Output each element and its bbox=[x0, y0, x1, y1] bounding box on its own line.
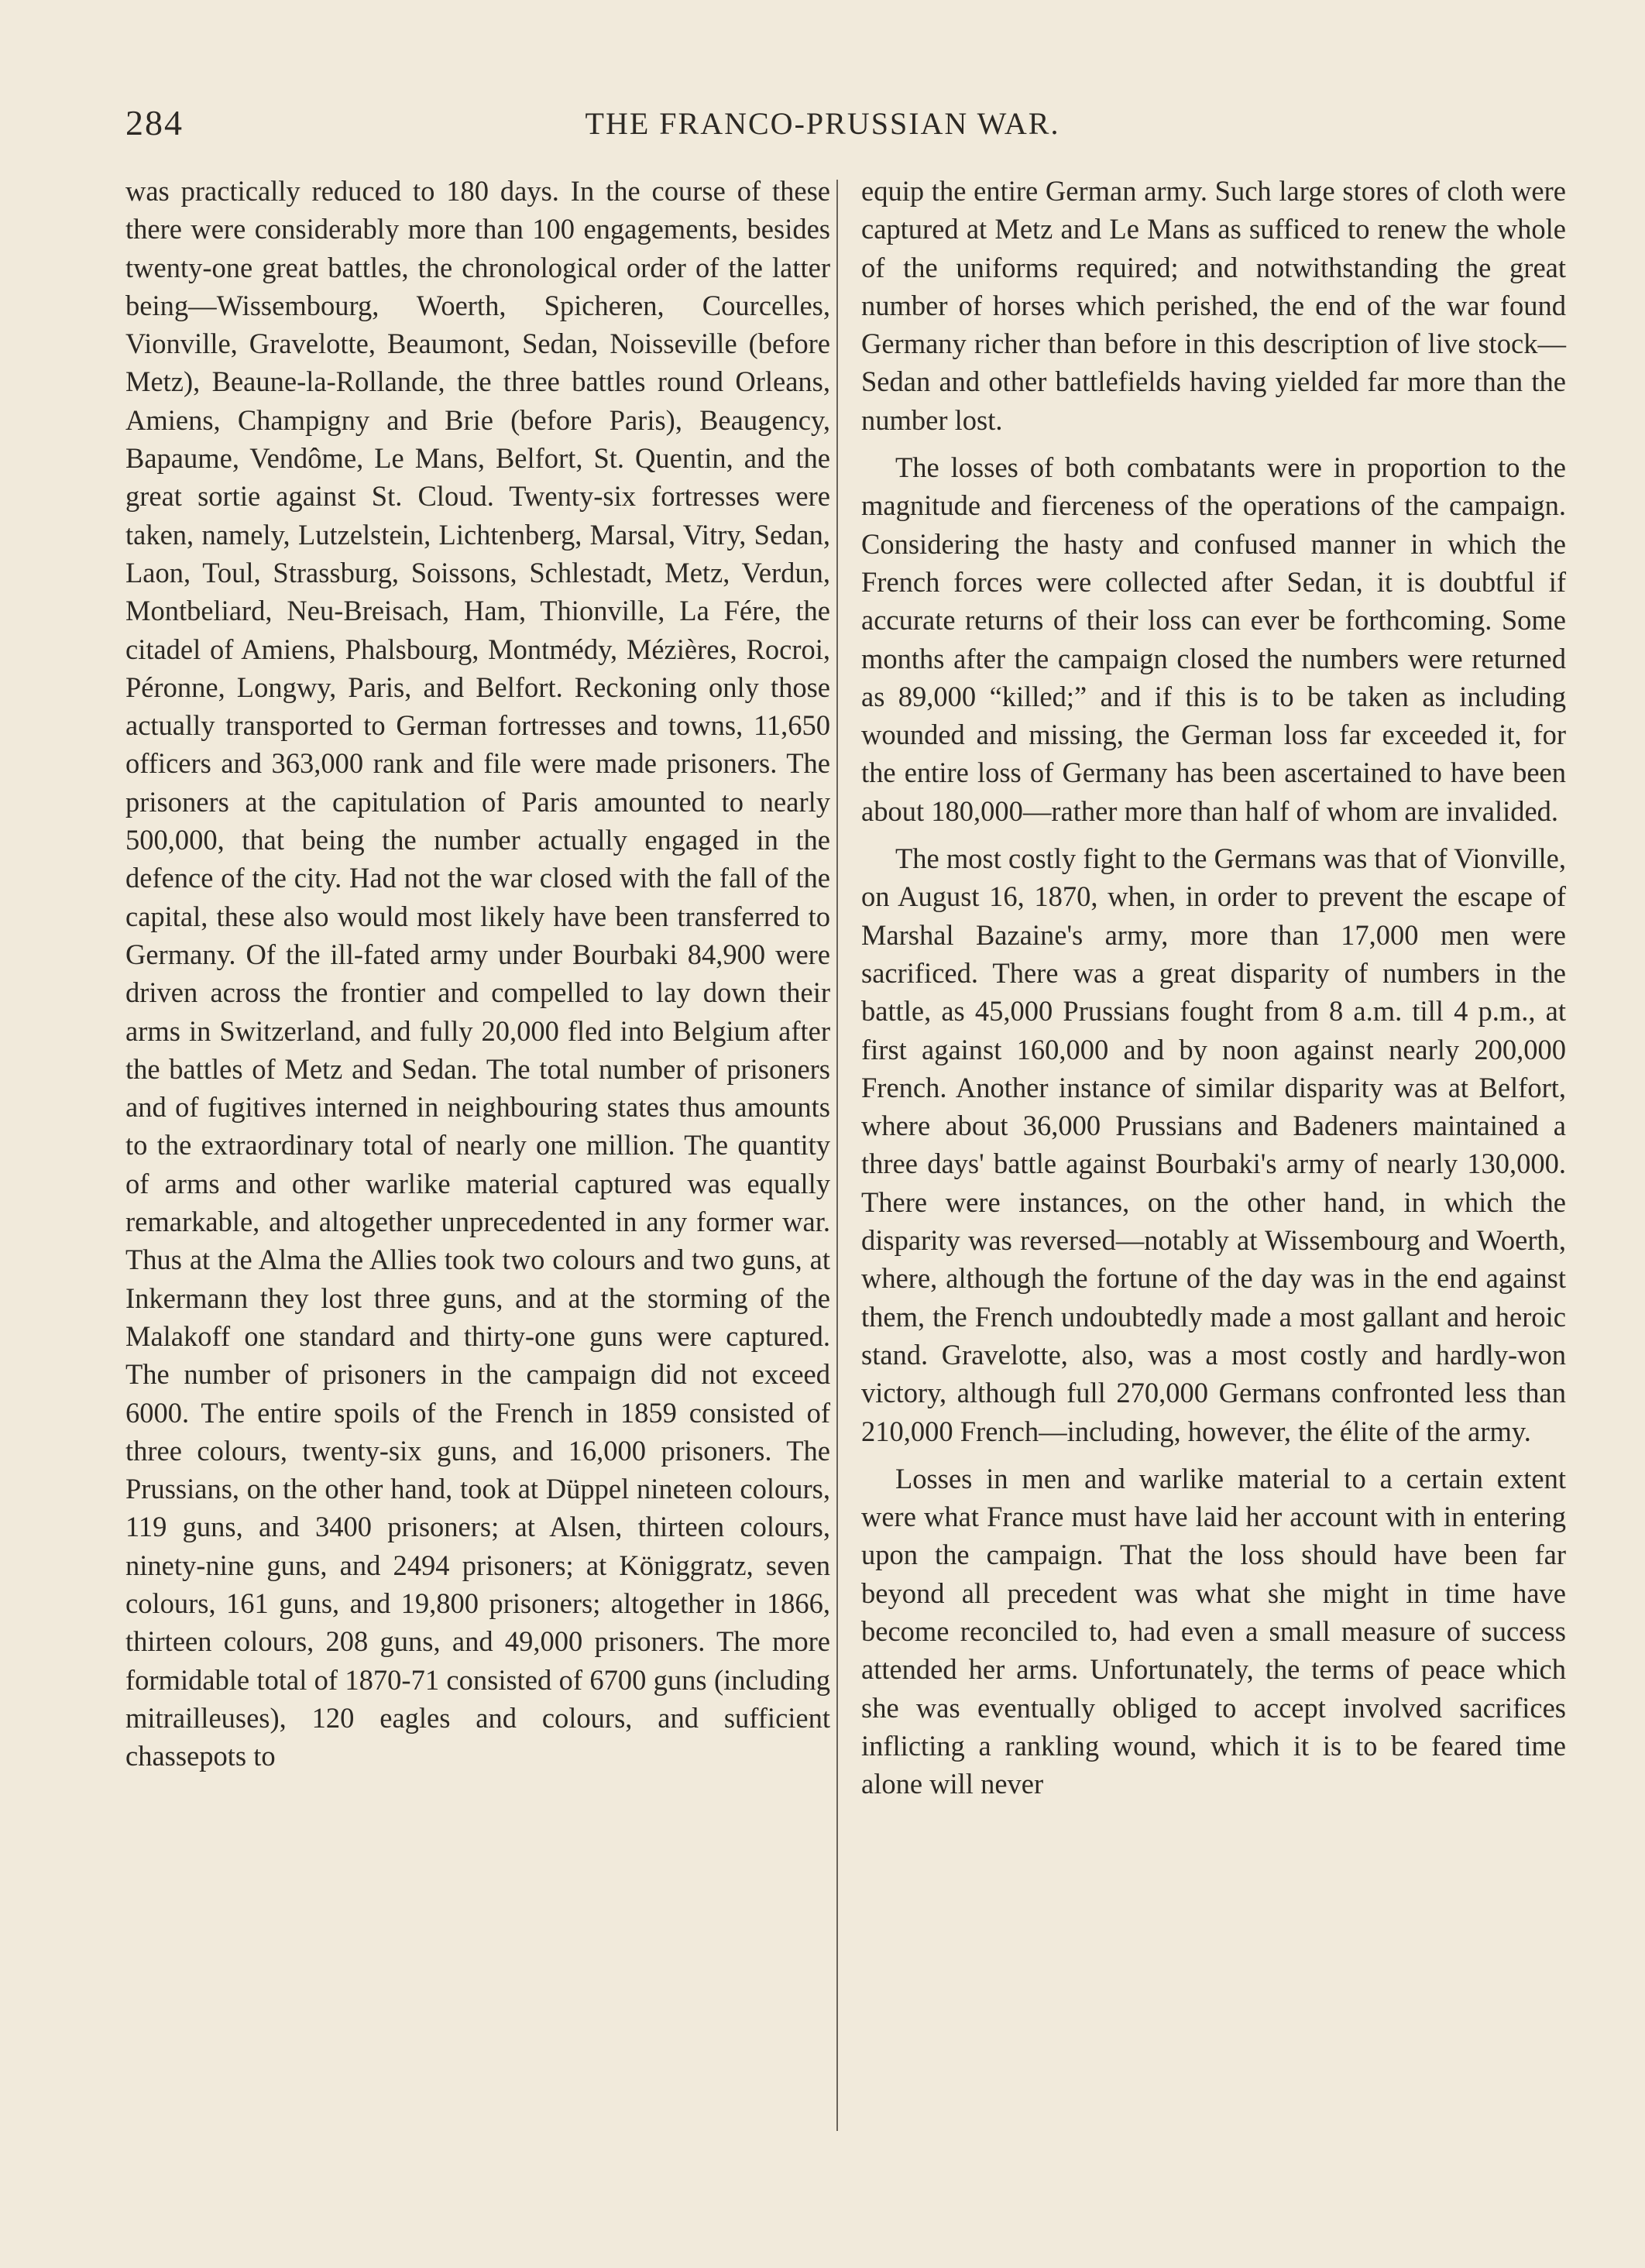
running-title: THE FRANCO-PRUSSIAN WAR. bbox=[585, 106, 1060, 141]
page-number: 284 bbox=[125, 103, 184, 142]
left-column bbox=[125, 172, 830, 1775]
right-column bbox=[861, 172, 1566, 1803]
paragraph: The most costly fight to the Germans was that of Vionville, on August 16, 1870, when, in order to prevent the escape of Marshal Bazaine's army, more than 17,000 men were sacrificed. There was a great disparity of numbers in the battle, as 45,000 Prussians fought from 8 a.m. till 4 p.m., at first against 160,000 and by noon against nearly 200,000 French. Another instance of similar disparity was at Belfort, where about 36,000 Prussians and Badeners maintained a three days' battle against Bourbaki's army of nearly 130,000. There were instances, on the other hand, in which the disparity was reversed—notably at Wissembourg and Woerth, where, although the fortune of the day was in the end against them, the French undoubtedly made a most gallant and heroic stand. Gravelotte, also, was a most costly and hardly-won victory, although full 270,000 Germans confronted less than 210,000 French—including, however, the élite of the army. bbox=[861, 842, 1566, 1447]
paragraph: The losses of both combatants were in proportion to the magnitude and fierceness of the operations of the campaign. Considering the hasty and confused manner in which the French forces were collected after Sedan, it is doubtful if accurate returns of their loss can ever be forthcoming. Some months after the campaign closed the numbers were returned as 89,000 “killed;” and if this is to be taken as including wounded and missing, the German loss far exceeded it, for the entire loss of Germany has been ascertained to have been about 180,000—rather more than half of whom are invalided. bbox=[861, 451, 1566, 827]
paragraph: was practically reduced to 180 days. In the course of these there were considerably more than 100 engagements, besides twenty-one great battles, the chronological order of the latter being—Wissembourg, Woerth, Spicheren, Courcelles, Vionville, Gravelotte, Beaumont, Sedan, Noisseville (before Metz), Beaune-la-Rollande, the three battles round Orleans, Amiens, Champigny and Brie (before Paris), Beaugency, Bapaume, Vendôme, Le Mans, Belfort, St. Quentin, and the great sortie against St. Cloud. Twenty-six fortresses were taken, namely, Lutzelstein, Lichtenberg, Marsal, Vitry, Sedan, Laon, Toul, Strassburg, Soissons, Schlestadt, Metz, Verdun, Montbeliard, Neu-Breisach, Ham, Thionville, La Fére, the citadel of Amiens, Phalsbourg, Montmédy, Mézières, Rocroi, Péronne, Longwy, Paris, and Belfort. Reckoning only those actually transported to German fortresses and towns, 11,650 officers and 363,000 rank and file were made prisoners. The prisoners at the capitulation of Paris amounted to nearly 500,000, that being the number actually engaged in the defence of the city. Had not the war closed with the fall of the capital, these also would most likely have been transferred to Germany. Of the ill-fated army under Bourbaki 84,900 were driven across the frontier and compelled to lay down their arms in Switzerland, and fully 20,000 fled into Belgium after the battles of Metz and Sedan. The total number of prisoners and of fugitives interned in neighbouring states thus amounts to the extraordinary total of nearly one million. The quantity of arms and other warlike material captured was equally remarkable, and altogether unprecedented in any former war. Thus at the Alma the Allies took two colours and two guns, at Inkermann they lost three guns, and at the storming of the Malakoff one standard and thirty-one guns were captured. The number of prisoners in the campaign did not exceed 6000. The entire spoils of the French in 1859 consisted of three colours, twenty-six guns, and 16,000 prisoners. The Prussians, on the other hand, took at Düppel nineteen colours, 119 guns, and 3400 prisoners; at Alsen, thirteen colours, ninety-nine guns, and 2494 prisoners; at Königgratz, seven colours, 161 guns, and 19,800 prisoners; altogether in 1866, thirteen colours, 208 guns, and 49,000 prisoners. The more formidable total of 1870-71 consisted of 6700 guns (including mitrailleuses), 120 eagles and colours, and sufficient chassepots to bbox=[125, 175, 830, 1772]
paragraph: equip the entire German army. Such large stores of cloth were captured at Metz and Le Mans as sufficed to renew the whole of the uniforms required; and notwithstanding the great number of horses which perished, the end of the war found Germany richer than before in this description of live stock—Sedan and other battlefields having yielded far more than the number lost. bbox=[861, 175, 1566, 436]
paragraph: Losses in men and warlike material to a certain extent were what France must have laid her account with in entering upon the campaign. That the loss should have been far beyond all precedent was what she might in time have become reconciled to, had even a small measure of success attended her arms. Unfortunately, the terms of peace which she was eventually obliged to accept involved sacrifices inflicting a rankling wound, which it is to be feared time alone will never bbox=[861, 1462, 1566, 1800]
column-divider bbox=[836, 180, 838, 2131]
